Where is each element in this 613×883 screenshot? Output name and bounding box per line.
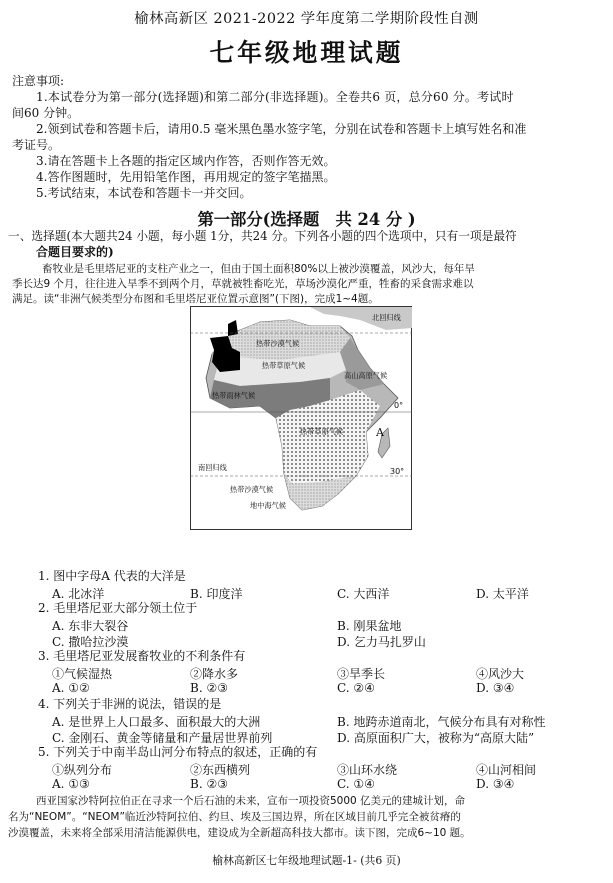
notes-line: 2.领到试卷和答题卡后，请用0.5 毫米黑色墨水签字笔，分别在试卷和答题卡上填写姓名和准 (36, 122, 527, 136)
option-b[interactable]: B. ②③ (190, 777, 228, 791)
sub-item: ④山河相间 (476, 763, 537, 777)
option-d[interactable]: D. ③④ (476, 777, 515, 791)
notes-line: 5.考试结束，本试卷和答题卡一并交回。 (36, 186, 252, 200)
option-c[interactable]: C. ②④ (337, 681, 375, 695)
label-highland: 高山高原气候 (344, 371, 388, 380)
label-north-return: 北回归线 (372, 313, 401, 322)
option-d[interactable]: D. ③④ (476, 681, 515, 695)
sub-item: ①气候湿热 (52, 667, 113, 681)
option-a[interactable]: A. ①③ (52, 777, 90, 791)
option-a[interactable]: A. 是世界上人口最多、面积最大的大洲 (52, 715, 261, 729)
notes-line: 1.本试卷分为第一部分(选择题)和第二部分(非选择题)。全卷共6 页，总分60 分。考试时 (36, 90, 514, 104)
option-b[interactable]: B. 印度洋 (190, 587, 243, 601)
page-footer: 榆林高新区七年级地理试题-1- (共6 页) (212, 854, 401, 867)
option-b[interactable]: B. ②③ (190, 681, 228, 695)
exam-title: 七年级地理试题 (209, 38, 404, 67)
label-desert-north: 热带沙漠气候 (256, 339, 300, 348)
label-desert-south: 热带沙漠气候 (230, 485, 274, 494)
option-c[interactable]: C. 大西洋 (337, 587, 390, 601)
question-stem: 5. 下列关于中南半岛山河分布特点的叙述，正确的有 (38, 745, 318, 759)
notes-heading: 注意事项: (12, 74, 65, 88)
sub-item: ②降水多 (190, 667, 239, 681)
exam-subtitle: 榆林高新区 2021-2022 学年度第二学期阶段性自测 (134, 11, 479, 27)
question-stem: 3. 毛里塔尼亚发展畜牧业的不利条件有 (38, 649, 246, 663)
option-a[interactable]: A. 东非大裂谷 (52, 619, 129, 633)
sub-item: ④风沙大 (476, 667, 525, 681)
option-b[interactable]: B. 刚果盆地 (337, 619, 402, 633)
section-instruction: 一、选择题(本大题共24 小题，每小题 1分，共24 分。下列各小题的四个选项中，只有一项是最符 (8, 229, 517, 243)
passage-line: 季长达9 个月，往往进入旱季不到两个月，草就被牲畜吃光，草场沙漠化严重，牲畜的采食需求难以 (12, 278, 474, 290)
option-d[interactable]: D. 太平洋 (476, 587, 529, 601)
label-rainforest: 热带雨林气候 (212, 391, 256, 400)
label-savanna-south-text: 热带草原气候 (300, 427, 344, 436)
passage-line: 畜牧业是毛里塔尼亚的支柱产业之一，但由于国土面积80%以上被沙漠覆盖，风沙大，每年旱 (42, 263, 475, 275)
sub-item: ①纵列分布 (52, 763, 113, 777)
passage-line: 沙漠覆盖，未来将全部采用清洁能源供电，建设成为全新超高科技大都市。读下图，完成6~10 题。 (8, 827, 471, 839)
sub-item: ②东西横列 (190, 763, 251, 777)
option-a[interactable]: A. 北冰洋 (52, 587, 105, 601)
notes-line: 3.请在答题卡上各题的指定区域内作答，否则作答无效。 (36, 154, 336, 168)
option-c[interactable]: C. ①④ (337, 777, 375, 791)
passage-line: 名为“NEOM”。“NEOM”临近沙特阿拉伯、约旦、埃及三国边界，所在区域目前几乎完全被贫瘠的 (8, 811, 461, 823)
passage-line: 满足。读“非洲气候类型分布图和毛里塔尼亚位置示意图”(下图)，完成1~4题。 (12, 293, 379, 305)
question-stem: 1. 图中字母A 代表的大洋是 (38, 569, 186, 583)
africa-climate-map (190, 306, 412, 530)
notes-line: 4.答作图题时，先用铅笔作图，再用规定的签字笔描黑。 (36, 170, 336, 184)
question-stem: 4. 下列关于非洲的说法，错误的是 (38, 697, 222, 711)
label-south-return: 南回归线 (198, 463, 227, 472)
label-ocean-a: A (376, 426, 384, 439)
option-d[interactable]: D. 高原面积广大，被称为“高原大陆” (337, 731, 535, 745)
notes-line: 考证号。 (12, 138, 61, 152)
notes-line: 间60 分钟。 (12, 106, 80, 120)
label-savanna-north: 热带草原气候 (262, 361, 306, 370)
passage-line: 西亚国家沙特阿拉伯正在寻求一个后石油的未来，宣布一项投资5000 亿美元的建城计划，命 (36, 795, 466, 807)
label-lat-zero: 0° (394, 401, 404, 410)
section-title: 第一部分(选择题 共 24 分 ) (197, 210, 416, 229)
question-stem: 2. 毛里塔尼亚大部分领土位于 (38, 601, 198, 615)
option-a[interactable]: A. ①② (52, 681, 90, 695)
sub-item: ③旱季长 (337, 667, 386, 681)
label-mediterranean: 地中海气候 (250, 501, 286, 510)
option-c[interactable]: C. 撒哈拉沙漠 (52, 635, 129, 649)
option-c[interactable]: C. 金刚石、黄金等储量和产量居世界前列 (52, 731, 273, 745)
option-b[interactable]: B. 地跨赤道南北，气候分布具有对称性 (337, 715, 546, 729)
section-instruction-cont: 合题目要求的) (36, 245, 114, 259)
sub-item: ③山环水绕 (337, 763, 398, 777)
option-d[interactable]: D. 乞力马扎罗山 (337, 635, 426, 649)
label-lat-thirty: 30° (390, 467, 405, 476)
